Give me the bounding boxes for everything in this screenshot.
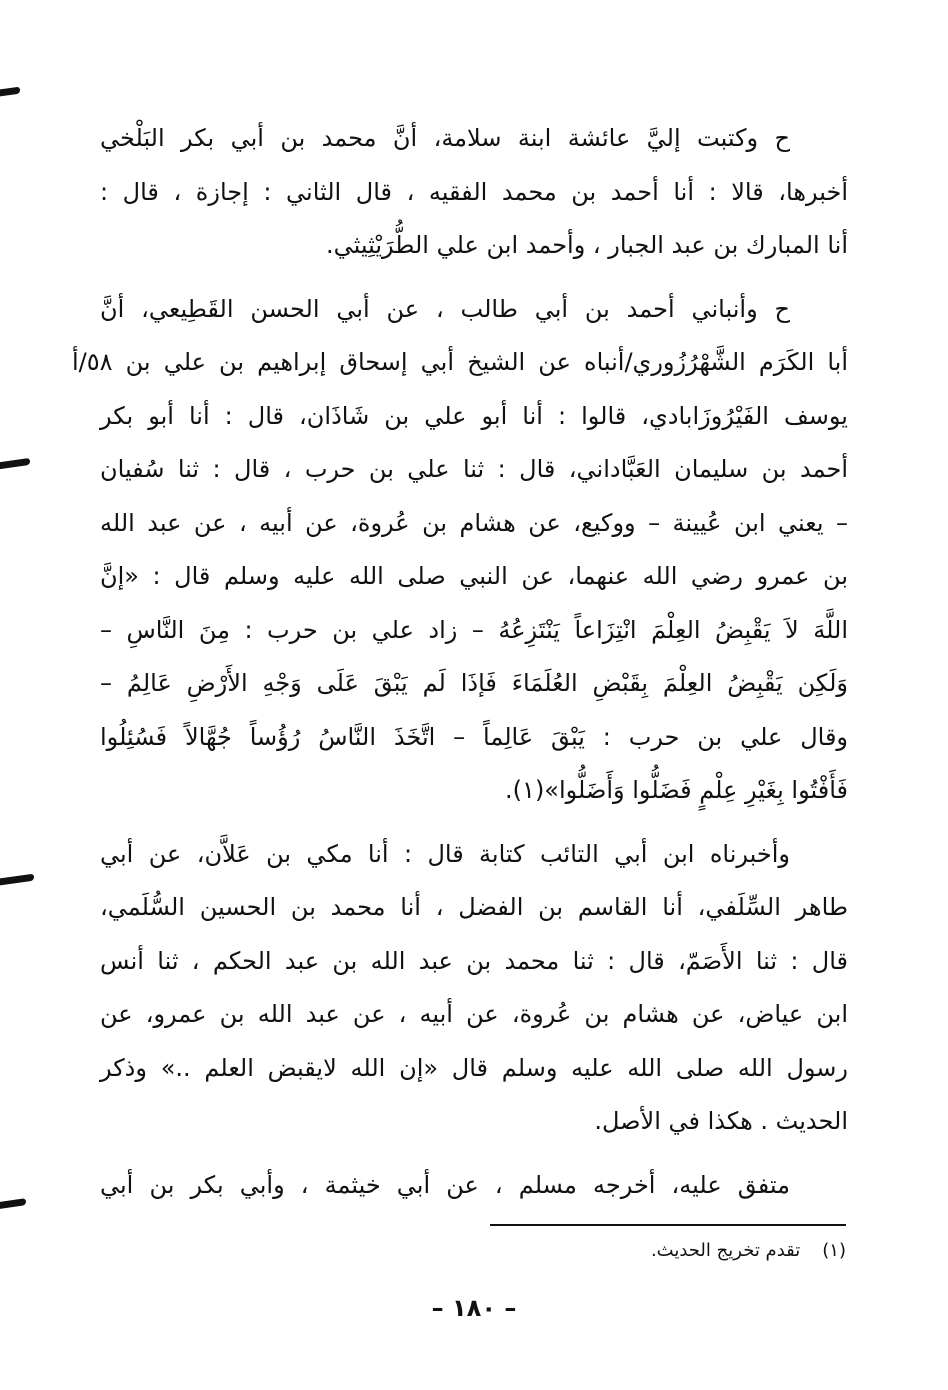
scan-mark	[0, 458, 30, 469]
footnote-number: (١)	[822, 1240, 846, 1261]
text-line: اللَّهَ لاَ يَقْبِضُ العِلْمَ انْتِزَاعاً يَنْتَزِعُهُ – زاد علي بن حرب : مِنَ النَّاسِ –	[100, 615, 848, 644]
text-line: رسول الله صلى الله عليه وسلم قال «إن الله لايقبض العلم ..» وذكر	[100, 1053, 848, 1082]
footnote-divider	[490, 1224, 846, 1226]
text-line: أحمد بن سليمان العَبَّاداني، قال : ثنا علي بن حرب ، قال : ثنا سُفيان	[100, 455, 848, 483]
main-text	[72, 112, 848, 1212]
scan-mark	[0, 874, 34, 886]
text-line: قال : ثنا الأَصَمّ، قال : ثنا محمد بن عبد الله بن عبد الحكم ، ثنا أنس	[100, 946, 848, 975]
scan-mark	[0, 87, 20, 97]
text-line: بن عمرو رضي الله عنهما، عن النبي صلى الله عليه وسلم قال : «إنَّ	[100, 562, 848, 590]
text-line: أبا الكَرَم الشَّهْرُزُوري/أنباه عن الشيخ أبي إسحاق إبراهيم بن علي بن ٥٨/أ	[72, 348, 848, 376]
paragraph-4	[100, 1159, 848, 1213]
paragraph-2	[72, 283, 848, 818]
text-line: الحديث . هكذا في الأصل.	[594, 1107, 848, 1135]
paragraph-1	[100, 112, 848, 273]
page-number: – ١٨٠ –	[431, 1294, 517, 1322]
text-line: فَأَفْتُوا بِغَيْرِ عِلْمٍ فَضَلُّوا وَأَضَلُّوا»(١).	[505, 776, 848, 804]
text-line: ابن عياض، عن هشام بن عُروة، عن أبيه ، عن عبد الله بن عمرو، عن	[100, 1000, 848, 1028]
footnote	[651, 1236, 846, 1266]
text-line: أخبرها، قالا : أنا أحمد بن محمد الفقيه ، قال الثاني : إجازة ، قال :	[100, 177, 848, 206]
footnote-text: تقدم تخريج الحديث.	[650, 1240, 801, 1261]
scan-mark	[0, 1198, 26, 1209]
text-line: ح وكتبت إليَّ عائشة ابنة سلامة، أنَّ محمد بن أبي بكر البَلْخي	[100, 124, 790, 152]
text-line: وأخبرناه ابن أبي التائب كتابة قال : أنا مكي بن عَلاَّن، عن أبي	[100, 839, 790, 868]
text-line: يوسف الفَيْرُوزَابادي، قالوا : أنا أبو علي بن شَاذَان، قال : أنا أبو بكر	[100, 401, 848, 430]
text-line: ح وأنباني أحمد بن أبي طالب ، عن أبي الحسن القَطِيعي، أنَّ	[100, 294, 790, 323]
text-line: أنا المبارك بن عبد الجبار ، وأحمد ابن علي الطُّرَيْثِيثي.	[326, 231, 848, 259]
paragraph-3	[100, 828, 848, 1149]
text-line: وقال علي بن حرب : يَبْقَ عَالِماً – اتَّخَذَ النَّاسُ رُؤُساً جُهَّالاً فَسُئِلُوا	[100, 722, 848, 751]
text-line: وَلَكِن يَقْبِضُ العِلْمَ بِقَبْضِ العُلَمَاءَ فَإذَا لَم يَبْقَ عَلَى وَجْهِ الأَرْضِ عَالِمُ –	[100, 669, 848, 697]
text-line: طاهر السِّلَفي، أنا القاسم بن الفضل ، أنا محمد بن الحسين السُّلَمي،	[100, 893, 848, 921]
text-line: متفق عليه، أخرجه مسلم ، عن أبي خيثمة ، وأبي بكر بن أبي	[100, 1170, 790, 1199]
text-line: – يعني ابن عُيينة – ووكيع، عن هشام بن عُروة، عن أبيه ، عن عبد الله	[100, 508, 848, 537]
